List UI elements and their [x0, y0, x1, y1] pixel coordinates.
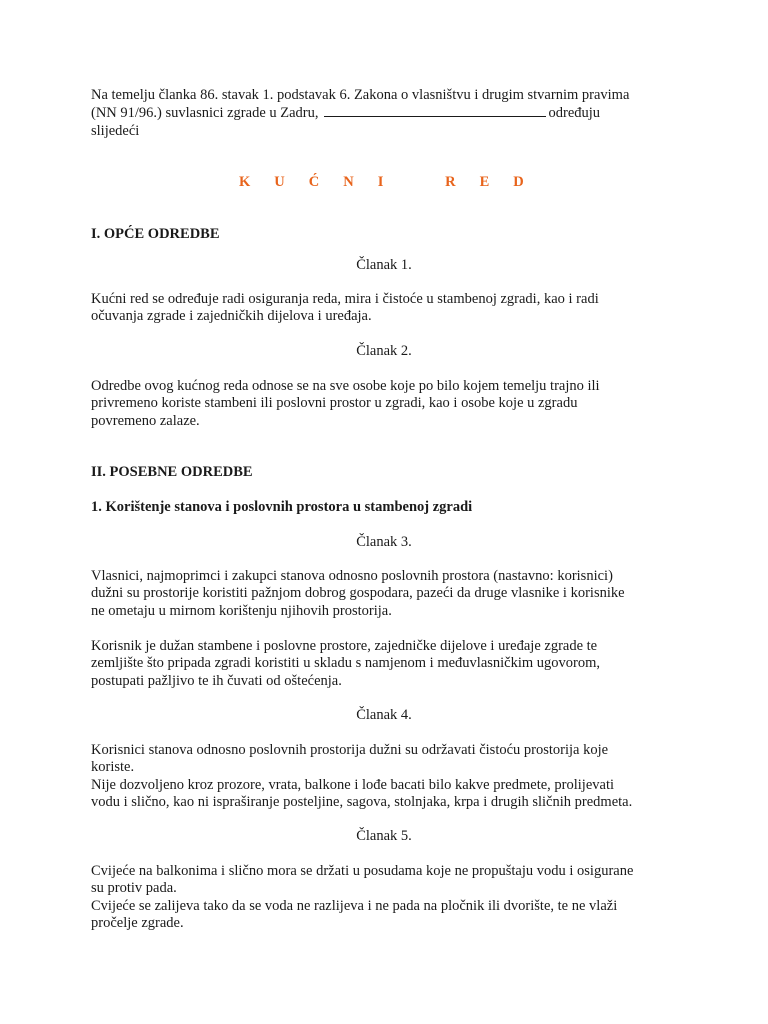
intro-line-2-start: (NN 91/96.) suvlasnici zgrade u Zadru, [91, 105, 319, 122]
paragraph-line: koriste. [91, 759, 135, 776]
article-3-heading: Članak 3. [356, 534, 412, 550]
paragraph-line: privremeno koriste stambeni ili poslovni prostor u zgradi, kao i osobe koje u zgradu [91, 395, 578, 412]
paragraph-line: zemljište što pripada zgradi koristiti u skladu s namjenom i međuvlasničkim ugovorom, [91, 655, 601, 672]
paragraph-line: Korisnici stanova odnosno poslovnih prostorija dužni su održavati čistoću prostorija koje [91, 742, 609, 758]
article-3-paragraph-1 [91, 568, 687, 620]
paragraph-line: postupati pažljivo te ih čuvati od oštećenja. [91, 672, 342, 689]
intro-line-2 [91, 104, 687, 122]
paragraph-line: Kućni red se određuje radi osiguranja reda, mira i čistoće u stambenoj zgradi, kao i radi [91, 291, 599, 307]
city-blank-line [324, 104, 546, 117]
article-5-heading: Članak 5. [356, 828, 412, 844]
paragraph-line: Nije dozvoljeno kroz prozore, vrata, balkone i lođe bacati bilo kakve predmete, prolijevati [91, 776, 615, 793]
intro-paragraph [91, 87, 687, 140]
paragraph-line: Odredbe ovog kućnog reda odnose se na sve osobe koje po bilo kojem temelju trajno ili [91, 378, 600, 394]
intro-line-1: Na temelju članka 86. stavak 1. podstavak 6. Zakona o vlasništvu i drugim stvarnim pravima [91, 87, 630, 103]
paragraph-line: očuvanja zgrade i zajedničkih dijelova i uređaja. [91, 308, 372, 325]
paragraph-line: Vlasnici, najmoprimci i zakupci stanova odnosno poslovnih prostora (nastavno: korisnici) [91, 568, 613, 584]
article-2-paragraph [91, 378, 687, 430]
article-1-paragraph [91, 291, 687, 326]
paragraph-line: su protiv pada. [91, 880, 177, 897]
paragraph-line: povremeno zalaze. [91, 412, 200, 429]
intro-line-3: slijedeći [91, 122, 140, 139]
article-2-heading: Članak 2. [356, 343, 412, 359]
article-1-heading: Članak 1. [356, 257, 412, 273]
article-4-heading: Članak 4. [356, 707, 412, 723]
article-3-paragraph-2 [91, 638, 687, 690]
section-2-heading: II. POSEBNE ODREDBE [91, 464, 253, 480]
paragraph-line: dužni su prostorije koristiti pažnjom dobrog gospodara, pazeći da druge vlasnike i korisnike [91, 585, 625, 602]
paragraph-line: vodu i slično, kao ni ispraširanje posteljine, sagova, stolnjaka, krpa i drugih sličnih predmeta. [91, 794, 633, 811]
paragraph-line: pročelje zgrade. [91, 915, 184, 932]
paragraph-line: Cvijeće se zalijeva tako da se voda ne razlijeva i ne pada na pločnik ili dvorište, te ne vlaži [91, 897, 618, 914]
subsection-1-heading: 1. Korištenje stanova i poslovnih prostora u stambenoj zgradi [91, 499, 473, 515]
paragraph-line: ne ometaju u mirnom korištenju njihovih prostorija. [91, 602, 392, 619]
article-5-paragraph [91, 863, 687, 933]
paragraph-line: Korisnik je dužan stambene i poslovne prostore, zajedničke dijelove i uređaje zgrade te [91, 638, 598, 654]
article-4-paragraph [91, 742, 687, 812]
paragraph-line: Cvijeće na balkonima i slično mora se držati u posudama koje ne propuštaju vodu i osigurane [91, 863, 634, 879]
section-1-heading: I. OPĆE ODREDBE [91, 226, 220, 242]
intro-line-2-end: određuju [548, 105, 601, 122]
document-title: K U Ć N I R E D [239, 174, 529, 190]
